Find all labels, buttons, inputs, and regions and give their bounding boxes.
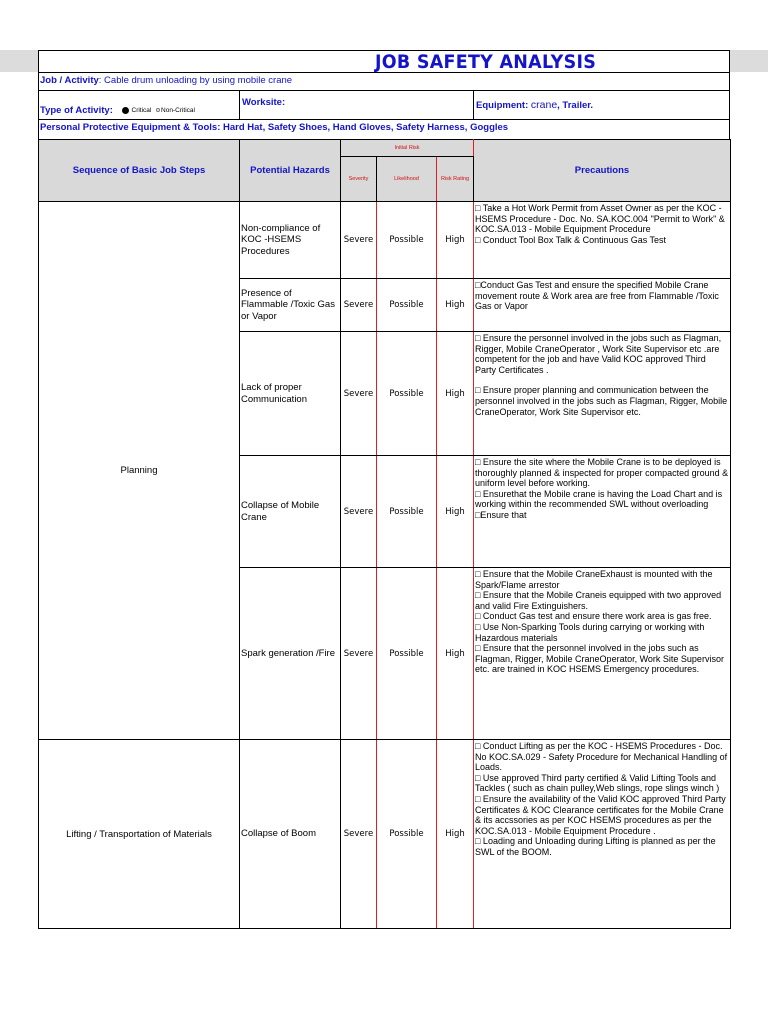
precaution-item: □Ensure that	[475, 509, 527, 520]
likelihood-cell: Possible	[377, 568, 437, 740]
step-planning: Planning	[39, 202, 240, 740]
equipment-suffix: , Trailer.	[557, 100, 594, 111]
type-of-activity	[40, 105, 195, 116]
job-activity-sep: :	[98, 75, 102, 86]
likelihood-cell: Possible	[377, 740, 437, 929]
precaution-item: □ Conduct Tool Box Talk & Continuous Gas Test	[475, 234, 667, 245]
hazard-cell: Collapse of Boom	[240, 740, 341, 929]
risk-rating-cell: High	[437, 456, 474, 568]
equipment-cell	[474, 91, 729, 119]
header-precautions: Precautions	[474, 140, 731, 202]
precaution-item: □ Ensure the personnel involved in the jobs such as Flagman, Rigger, Mobile CraneOperator , Work Site Supervisor etc .are competent for the job and have Valid KOC approved Third Party Certificates .	[475, 333, 722, 375]
likelihood-cell: Possible	[377, 456, 437, 568]
hazard-cell: Collapse of Mobile Crane	[240, 456, 341, 568]
precaution-spacer	[475, 375, 729, 385]
non-critical-radio-icon[interactable]	[156, 108, 160, 112]
table-row	[39, 740, 731, 929]
job-activity-label: Job / Activity	[40, 75, 99, 86]
equipment-value: crane	[530, 99, 558, 111]
precautions-cell	[474, 568, 731, 740]
hazard-cell: Lack of proper Communication	[240, 332, 341, 456]
worksite-label: Worksite:	[242, 97, 286, 108]
page-title: JOB SAFETY ANALYSIS	[375, 51, 597, 73]
severity-cell: Severe	[341, 740, 377, 929]
header-likelihood: Likelihood	[377, 157, 437, 202]
risk-rating-cell: High	[437, 279, 474, 332]
risk-rating-cell: High	[437, 332, 474, 456]
table-row	[39, 202, 731, 279]
severity-cell: Severe	[341, 568, 377, 740]
precautions-cell	[474, 332, 731, 456]
likelihood-cell: Possible	[377, 202, 437, 279]
precaution-item: □ Ensure that the personnel involved in the jobs such as Flagman, Rigger, Mobile CraneOperator, Work Site Supervisor etc. are trained in KOC HSEMS Emergency procedures.	[475, 643, 724, 675]
likelihood-cell: Possible	[377, 332, 437, 456]
header-row-1	[39, 140, 731, 157]
equipment-label: Equipment:	[476, 100, 531, 111]
precaution-item: □ Conduct Lifting as per the KOC - HSEMS Procedures - Doc. No KOC.SA.029 - Safety Procedure for Mechanical Handling of Loads.	[475, 741, 728, 773]
job-activity-row	[38, 72, 730, 90]
worksite-cell	[240, 91, 474, 119]
hazard-cell: Non-compliance of KOC -HSEMS Procedures	[240, 202, 341, 279]
jsa-sheet	[38, 50, 730, 929]
activity-type-cell	[39, 91, 240, 119]
likelihood-cell: Possible	[377, 279, 437, 332]
non-critical-option: Non-Critical	[161, 106, 195, 114]
critical-option: Critical	[131, 106, 152, 114]
header-initial-risk: Initial Risk	[341, 140, 474, 157]
precaution-item: □ Ensurethat the Mobile crane is having the Load Chart and is working within the recommended SWL without overloading	[475, 488, 723, 510]
header-severity: Severity	[341, 157, 377, 202]
critical-radio-icon[interactable]	[122, 107, 129, 114]
precautions-cell	[474, 202, 731, 279]
header-hazards: Potential Hazards	[240, 140, 341, 202]
hazard-cell: Presence of Flammable /Toxic Gas or Vapor	[240, 279, 341, 332]
precaution-item: □ Take a Hot Work Permit from Asset Owner as per the KOC - HSEMS Procedure - Doc. No. SA.KOC.004 "Permit to Work" & KOC.SA.013 - Mobile Equipment Procedure	[475, 203, 725, 235]
step-lifting: Lifting / Transportation of Materials	[39, 740, 240, 929]
precaution-item: □ Conduct Gas test and ensure there work area is gas free.	[475, 611, 712, 622]
severity-cell: Severe	[341, 456, 377, 568]
type-of-activity-sep: :	[109, 105, 113, 116]
precautions-cell	[474, 456, 731, 568]
type-of-activity-label: Type of Activity	[40, 105, 110, 116]
risk-rating-cell: High	[437, 202, 474, 279]
hazard-cell: Spark generation /Fire	[240, 568, 341, 740]
precautions-cell	[474, 740, 731, 929]
severity-cell: Severe	[341, 202, 377, 279]
equipment	[476, 99, 593, 111]
precaution-item: □ Use Non-Sparking Tools during carrying or working with Hazardous materials	[475, 621, 705, 643]
severity-cell: Severe	[341, 279, 377, 332]
risk-rating-cell: High	[437, 740, 474, 929]
jsa-table	[38, 139, 731, 929]
header-steps: Sequence of Basic Job Steps	[39, 140, 240, 202]
precaution-item: □Conduct Gas Test and ensure the specified Mobile Crane movement route & Work area are free from Flammable /Toxic Gas or Vapor	[475, 280, 719, 312]
precaution-item: □ Use approved Third party certified & Valid Lifting Tools and Tackles ( such as chain pulley,Web slings, rope slings winch )	[475, 772, 720, 794]
precaution-item: □ Loading and Unloading during Lifting is planned as per the SWL of the BOOM.	[475, 836, 716, 857]
info-row	[38, 90, 730, 119]
header-risk-rating: Risk Rating	[437, 157, 474, 202]
precaution-item: □ Ensure proper planning and communication between the personnel involved in the jobs such as Flagman, Rigger, Mobile CraneOperator, Work Site Supervisor etc.	[475, 385, 728, 417]
precaution-item: □ Ensure that the Mobile Craneis equipped with two approved and valid Fire Extinguishers.	[475, 590, 722, 611]
precaution-item: □ Ensure that the Mobile CraneExhaust is mounted with the Spark/Flame arrestor	[475, 569, 713, 590]
ppe-row	[38, 119, 730, 137]
ppe-text: Personal Protective Equipment & Tools: Hard Hat, Safety Shoes, Hand Gloves, Safety Harness, Goggles	[40, 122, 509, 133]
risk-rating-cell: High	[437, 568, 474, 740]
severity-cell: Severe	[341, 332, 377, 456]
title-row	[38, 50, 730, 72]
precaution-item: □ Ensure the availability of the Valid KOC approved Third Party Certificates & KOC Clearance certificates for the Mobile Crane & its accssories as per KOC HSEMS procedures as per the KOC.SA.013 - Mobile Equipment Procedure .	[475, 793, 726, 836]
job-activity-value: Cable drum unloading by using mobile crane	[101, 75, 293, 86]
precautions-cell	[474, 279, 731, 332]
precaution-item: □ Ensure the site where the Mobile Crane is to be deployed is thoroughly planned & inspected for proper compacted ground & uniform level before working.	[475, 457, 729, 489]
